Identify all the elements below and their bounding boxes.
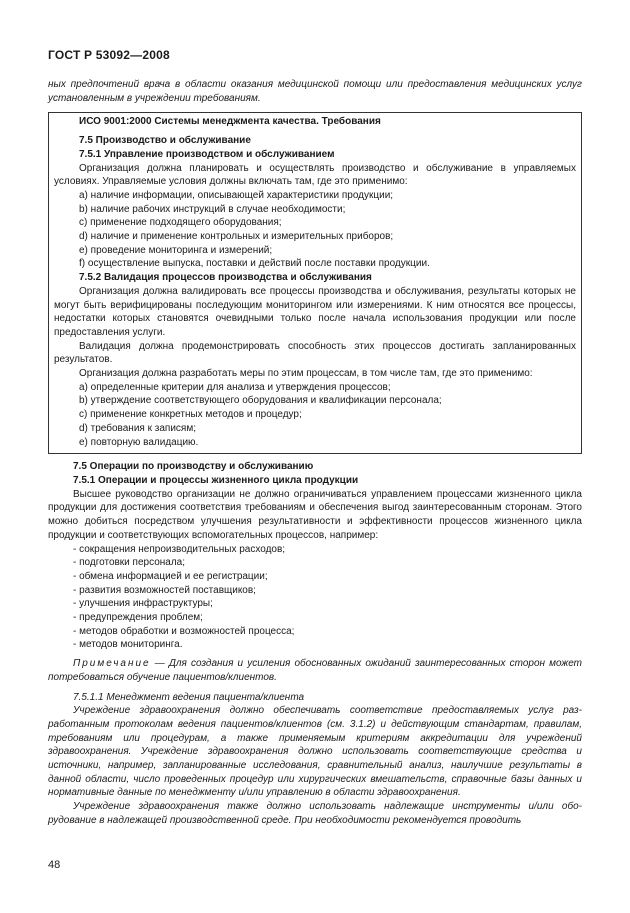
box-heading-7-5-2: 7.5.2 Валидация процессов производства и обслуживания (79, 272, 372, 284)
box-paragraph: Организация должна валидировать все процессы производства и обслуживания, результаты которых не могут быть верифицированы последующим мониторингом или измерениями. К ним относятся все процессы, недостатки которых становятся очевидными только после начала использования продукции или после предоставления услуги. (54, 285, 576, 338)
box-list-item: е) проведение мониторинга и измерений; (79, 244, 273, 256)
box-heading-7-5-1: 7.5.1 Управление производством и обслуживанием (79, 148, 335, 160)
section-heading-7-5-1: 7.5.1 Операции и процессы жизненного цикла продукции (73, 474, 359, 486)
box-paragraph: Валидация должна продемонстрировать способность этих процессов достигать запланированных результатов. (54, 340, 576, 366)
subsection-heading: 7.5.1.1 Менеджмент ведения пациента/клиента (73, 691, 305, 703)
intro-paragraph: ных предпочтений врача в области оказания медицинской помощи или предоставления медицинских услуг установленным в учреждении требованиям. (48, 79, 582, 104)
box-heading-7-5: 7.5 Производство и обслуживание (79, 135, 251, 147)
box-list-item: d) наличие и применение контрольных и измерительных приборов; (79, 231, 394, 243)
note-text: — Для создания и усиления обоснованных ожиданий заинтересованных сторон может потребоваться обучение пациентов/клиентов. (48, 658, 582, 683)
box-list-item: b) утверждение соответствующего оборудования и квалификации персонала; (79, 395, 442, 407)
box-paragraph: Организация должна разработать меры по этим процессам, в том числе там, где это применимо: (79, 368, 533, 380)
section-paragraph: Высшее руководство организации не должно ограничиваться управлением процессами жизненного цикла продукции для достижения соответствия требованиям и обеспечения выгод заинтересованным сторонам. Этого можно добиться посредством улучшения результативности и эффективности процессов жизненного цикла продукции и соответствующих вспомогательных процессов, например: (48, 488, 582, 541)
dash-list-item: - развития возможностей поставщиков; (73, 584, 256, 596)
dash-list-item: - обмена информацией и ее регистрации; (73, 570, 268, 582)
section-heading-7-5: 7.5 Операции по производству и обслуживанию (73, 461, 314, 473)
iso-quote-box (48, 112, 582, 454)
dash-list-item: - методов мониторинга. (73, 639, 183, 651)
dash-list-item: - сокращения непроизводительных расходов; (73, 543, 286, 555)
box-list-item: а) наличие информации, описывающей характеристики продукции; (79, 189, 394, 201)
box-list-item: b) наличие рабочих инструкций в случае необходимости; (79, 203, 346, 215)
dash-list-item: - предупреждения проблем; (73, 612, 203, 624)
page-number: 48 (48, 859, 61, 871)
box-title: ИСО 9001:2000 Системы менеджмента качества. Требования (79, 116, 381, 128)
box-list-item: с) применение подходящего оборудования; (79, 217, 282, 229)
box-list-item: е) повторную валидацию. (79, 436, 199, 448)
dash-list-item: - подготовки персонала; (73, 557, 186, 569)
subsection-paragraph: Учреждение здравоохранения должно обеспечивать соответствие предоставляемых услуг разработанным протоколам ведения пациентов/клиентов (см. 3.1.2) и действующим стандартам, правилам, требованиям или процедурам, а также применяемым критериям аккредитации для учреждений здравоохранения. Учреждение здравоохранения должно использовать соответствующие средства и источники, например, запланированные исследования, сравнительный анализ, наилучшие результаты в данной области, число проведенных процедур или хирургических вмешательств, справочные базы данных и нормативные данные по менеджменту и/или управлению в области здравоохранения. (48, 705, 582, 799)
note-label: Примечание (73, 658, 151, 670)
subsection-paragraph: Учреждение здравоохранения также должно использовать надлежащие инструменты и/или оборудование в надлежащей производственной среде. При необходимости рекомендуется проводить (48, 801, 582, 826)
document-header: ГОСТ Р 53092—2008 (48, 48, 170, 62)
note-paragraph (48, 657, 582, 684)
box-list-item: а) определенные критерии для анализа и утверждения процессов; (79, 381, 391, 393)
dash-list-item: - методов обработки и возможностей процесса; (73, 625, 295, 637)
dash-list-item: - улучшения инфраструктуры; (73, 598, 213, 610)
section-7-5 (48, 460, 582, 827)
box-list-item: с) применение конкретных методов и процедур; (79, 409, 302, 421)
box-list-item: f) осуществление выпуска, поставки и действий после поставки продукции. (79, 258, 430, 270)
box-list-item: d) требования к записям; (79, 422, 196, 434)
box-paragraph: Организация должна планировать и осуществлять производство и обслуживание в управляемых условиях. Управляемые условия должны включать там, где это применимо: (54, 162, 576, 188)
page-content (48, 78, 582, 828)
